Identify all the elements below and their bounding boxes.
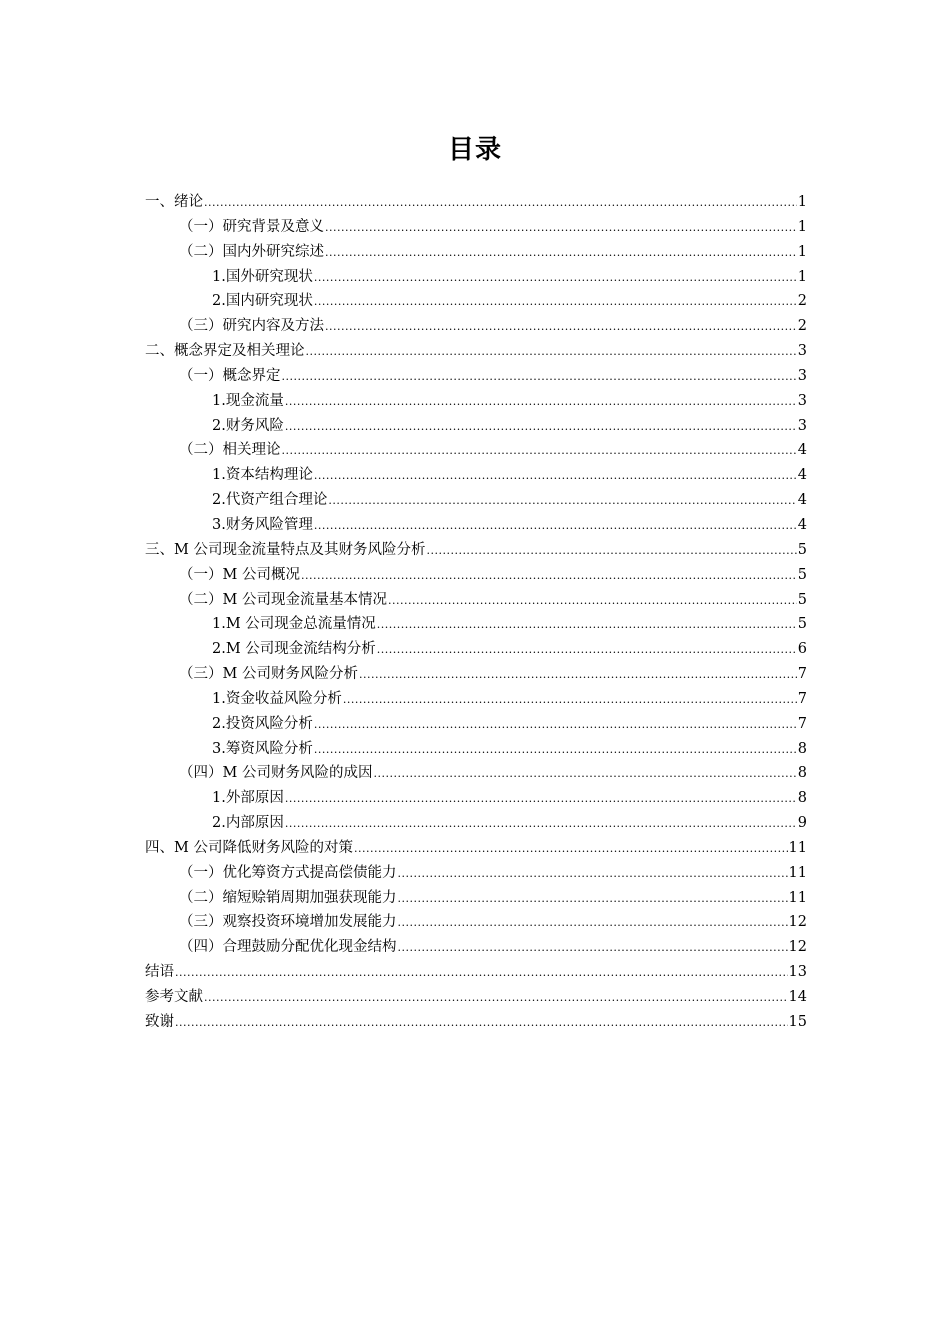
toc-entry-label: 三、M 公司现金流量特点及其财务风险分析	[145, 541, 426, 558]
dot-leader	[398, 911, 788, 936]
toc-entry-page-number: 4	[797, 492, 807, 509]
toc-entry-page-number: 13	[788, 964, 807, 981]
toc-entry-page-number: 5	[797, 616, 807, 633]
toc-entry-page-number: 12	[788, 914, 807, 931]
toc-entry-page-number: 4	[797, 516, 807, 533]
dot-leader	[343, 688, 797, 713]
toc-entry[interactable]	[145, 563, 807, 588]
toc-entry[interactable]	[145, 215, 807, 240]
toc-entry[interactable]	[145, 190, 807, 215]
toc-entry-label: （四）M 公司财务风险的成因	[179, 765, 373, 782]
dot-leader	[285, 390, 797, 415]
toc-entry-label: 1.现金流量	[212, 392, 284, 409]
toc-entry[interactable]	[145, 910, 807, 935]
toc-entry-page-number: 14	[788, 989, 807, 1005]
toc-entry[interactable]	[145, 836, 807, 861]
toc-entry-page-number: 6	[797, 641, 807, 658]
dot-leader	[282, 439, 797, 464]
dot-leader	[398, 887, 788, 912]
toc-entry[interactable]	[145, 662, 807, 687]
dot-leader	[175, 1011, 788, 1036]
dot-leader	[328, 489, 796, 514]
dot-leader	[388, 589, 797, 614]
toc-entry[interactable]	[145, 265, 807, 290]
toc-entry-page-number: 8	[797, 765, 807, 782]
toc-entry-label: 2.内部原因	[212, 815, 284, 832]
toc-entry-page-number: 1	[797, 218, 807, 235]
toc-entry-label: （一）研究背景及意义	[179, 218, 324, 235]
dot-leader	[314, 290, 797, 315]
toc-entry[interactable]	[145, 463, 807, 488]
toc-entry-label: 2.M 公司现金流结构分析	[212, 641, 376, 658]
toc-entry-label: 2.投资风险分析	[212, 715, 313, 732]
toc-entry-label: 1.外部原因	[212, 790, 284, 807]
toc-entry-page-number: 8	[797, 740, 807, 757]
toc-entry-page-number: 15	[788, 1013, 807, 1030]
toc-entry-label: 二、概念界定及相关理论	[145, 343, 305, 360]
dot-leader	[204, 191, 797, 216]
toc-entry-label: 1.M 公司现金总流量情况	[212, 616, 376, 633]
toc-entry-page-number: 11	[788, 889, 807, 906]
dot-leader	[426, 539, 796, 564]
page-title: 目录	[447, 135, 502, 165]
toc-entry[interactable]	[145, 1010, 807, 1035]
dot-leader	[175, 961, 788, 986]
toc-entry[interactable]	[145, 538, 807, 563]
toc-entry-page-number: 8	[797, 790, 807, 807]
toc-entry-page-number: 7	[797, 666, 807, 683]
toc-entry-label: （二）国内外研究综述	[179, 243, 324, 260]
toc-entry-label: （三）M 公司财务风险分析	[179, 666, 358, 683]
toc-entry-label: 一、绪论	[145, 194, 203, 210]
toc-entry-label: （一）概念界定	[179, 367, 281, 384]
toc-entry-label: （三）观察投资环境增加发展能力	[179, 914, 397, 931]
toc-entry[interactable]	[145, 339, 807, 364]
toc-entry-page-number: 4	[797, 442, 807, 459]
toc-entry-page-number: 3	[797, 392, 807, 409]
dot-leader	[204, 986, 788, 1011]
dot-leader	[398, 862, 788, 887]
toc-entry-page-number: 5	[797, 566, 807, 583]
dot-leader	[314, 266, 797, 291]
toc-entry-label: 3.筹资风险分析	[212, 740, 313, 757]
dot-leader	[325, 315, 797, 340]
toc-entry-page-number: 1	[797, 194, 807, 210]
dot-leader	[354, 837, 788, 862]
toc-entry-page-number: 5	[797, 541, 807, 558]
toc-entry[interactable]	[145, 438, 807, 463]
toc-entry[interactable]	[145, 687, 807, 712]
toc-entry[interactable]	[145, 513, 807, 538]
toc-entry[interactable]	[145, 861, 807, 886]
toc-entry-label: （二）M 公司现金流量基本情况	[179, 591, 387, 608]
toc-entry[interactable]	[145, 886, 807, 911]
toc-entry-label: （四）合理鼓励分配优化现金结构	[179, 939, 397, 956]
toc-entry-label: 1.资金收益风险分析	[212, 690, 342, 707]
toc-entry-page-number: 11	[788, 839, 807, 856]
toc-entry-label: 2.代资产组合理论	[212, 492, 328, 509]
dot-leader	[398, 936, 788, 961]
dot-leader	[377, 613, 797, 638]
toc-entry-page-number: 11	[788, 864, 807, 881]
dot-leader	[314, 514, 797, 539]
toc-entry-label: 1.国外研究现状	[212, 268, 313, 285]
toc-entry-label: 参考文献	[145, 989, 203, 1005]
toc-entry[interactable]	[145, 289, 807, 314]
toc-entry-label: 结语	[145, 964, 174, 981]
dot-leader	[306, 340, 797, 365]
toc-entry[interactable]	[145, 612, 807, 637]
toc-entry[interactable]	[145, 240, 807, 265]
toc-entry-label: 1.资本结构理论	[212, 467, 313, 484]
toc-entry[interactable]	[145, 761, 807, 786]
toc-entry[interactable]	[145, 712, 807, 737]
toc-entry-label: 致谢	[145, 1013, 174, 1030]
toc-entry-page-number: 7	[797, 690, 807, 707]
dot-leader	[285, 812, 797, 837]
dot-leader	[377, 638, 797, 663]
dot-leader	[373, 762, 796, 787]
toc-entry[interactable]	[145, 488, 807, 513]
toc-entry[interactable]	[145, 786, 807, 811]
toc-entry-label: （二）缩短赊销周期加强获现能力	[179, 889, 397, 906]
toc-entry-page-number: 9	[797, 815, 807, 832]
toc-entry-page-number: 3	[797, 417, 807, 434]
dot-leader	[285, 787, 797, 812]
dot-leader	[325, 241, 797, 266]
toc-entry-label: （二）相关理论	[179, 442, 281, 459]
toc-entry-label: 2.国内研究现状	[212, 293, 313, 310]
dot-leader	[314, 738, 797, 763]
dot-leader	[285, 415, 797, 440]
dot-leader	[325, 216, 797, 241]
dot-leader	[314, 464, 797, 489]
toc-entry[interactable]	[145, 811, 807, 836]
dot-leader	[282, 365, 797, 390]
dot-leader	[314, 713, 797, 738]
toc-entry-page-number: 1	[797, 268, 807, 285]
toc-entry-page-number: 2	[797, 293, 807, 310]
toc-entry[interactable]	[145, 389, 807, 414]
toc-entry-label: （一）M 公司概况	[179, 566, 300, 583]
toc-entry[interactable]	[145, 935, 807, 960]
toc-entry[interactable]	[145, 985, 807, 1010]
toc-entry-page-number: 3	[797, 367, 807, 384]
toc-entry-label: 四、M 公司降低财务风险的对策	[145, 839, 353, 856]
toc-entry-page-number: 7	[797, 715, 807, 732]
toc-entry[interactable]	[145, 314, 807, 339]
toc-entry-label: 3.财务风险管理	[212, 516, 313, 533]
toc-entry-label: 2.财务风险	[212, 417, 284, 434]
toc-entry[interactable]	[145, 414, 807, 439]
dot-leader	[301, 564, 797, 589]
toc-entry-label: （一）优化筹资方式提高偿债能力	[179, 864, 397, 881]
toc-entry[interactable]	[145, 364, 807, 389]
toc-entry[interactable]	[145, 737, 807, 762]
toc-entry-page-number: 3	[797, 343, 807, 360]
toc-entry[interactable]	[145, 588, 807, 613]
toc-entry-page-number: 1	[797, 243, 807, 260]
toc-entry-page-number: 12	[788, 939, 807, 956]
toc-entry-page-number: 2	[797, 318, 807, 335]
toc-entry-label: （三）研究内容及方法	[179, 318, 324, 335]
toc-entry[interactable]	[145, 637, 807, 662]
toc-entry-page-number: 5	[797, 591, 807, 608]
toc-entry[interactable]	[145, 960, 807, 985]
table-of-contents	[145, 190, 807, 1035]
toc-entry-page-number: 4	[797, 467, 807, 484]
dot-leader	[359, 663, 797, 688]
